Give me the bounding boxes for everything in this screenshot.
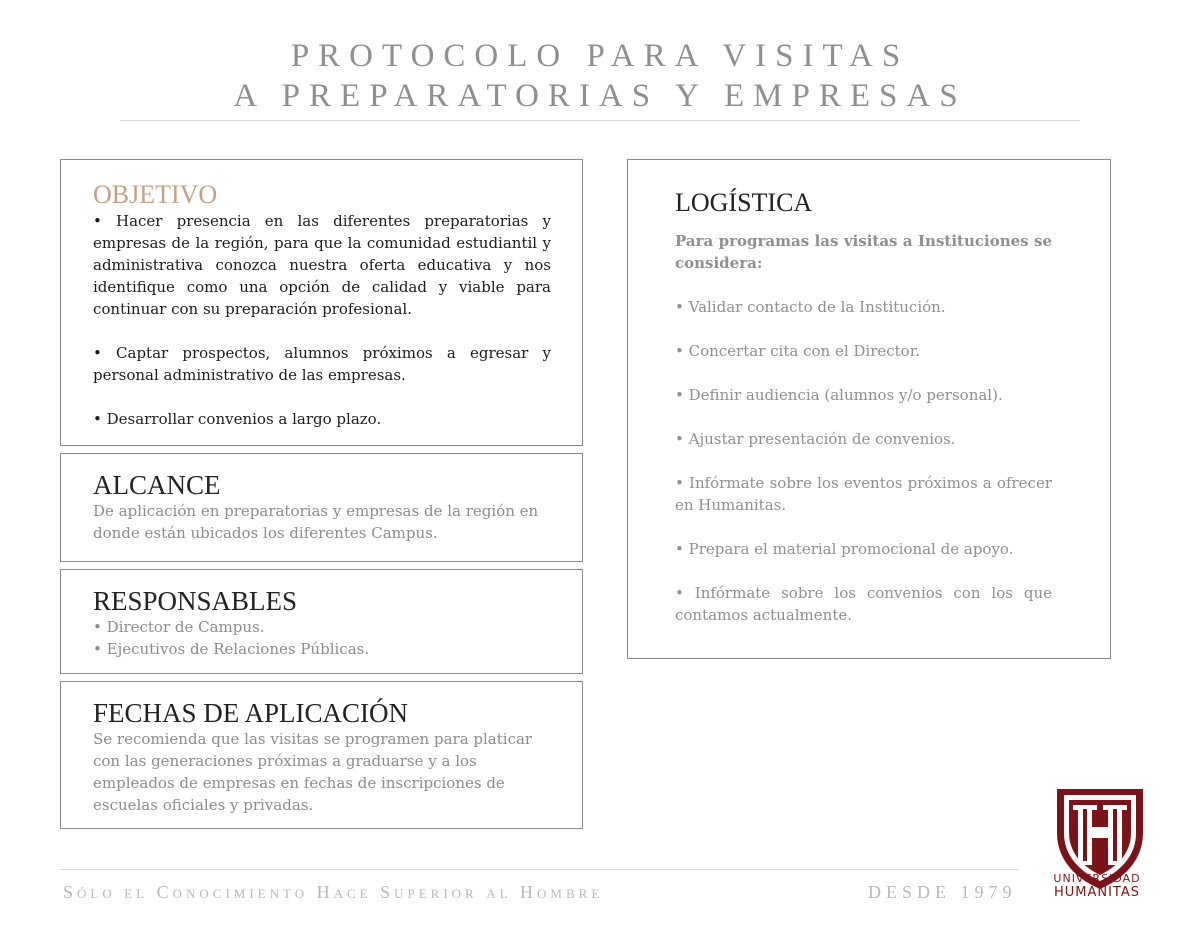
logo-text-humanitas: HUMANITAS: [1053, 885, 1141, 900]
logistica-item: • Infórmate sobre los convenios con los que contamos actualmente.: [675, 584, 1052, 624]
title-line-1: PROTOCOLO PARA VISITAS: [290, 38, 910, 74]
alcance-section: [60, 453, 583, 562]
fechas-section: [60, 681, 583, 829]
logistica-item: • Infórmate sobre los eventos próximos a ofrecer en Humanitas.: [675, 474, 1052, 514]
logistica-item: • Validar contacto de la Institución.: [675, 298, 946, 316]
objetivo-section: [60, 159, 583, 446]
fechas-text: Se recomienda que las visitas se programen para platicar con las generaciones próximas a graduarse y a los empleados de empresas en fechas de inscripciones de escuelas oficiales y privadas.: [93, 730, 533, 814]
title-divider: [120, 120, 1080, 121]
logistica-section: [627, 159, 1111, 659]
logistica-heading: LOGÍSTICA: [675, 188, 813, 217]
page-title: [0, 36, 1200, 116]
responsables-heading: RESPONSABLES: [93, 586, 298, 616]
footer-motto: Sólo el Conocimiento Hace Superior al Hombre: [63, 882, 604, 902]
alcance-text: De aplicación en preparatorias y empresas de la región en donde están ubicados los diferentes Campus.: [93, 502, 539, 542]
responsables-item-1: • Director de Campus.: [93, 618, 265, 636]
footer-divider: [60, 869, 1018, 870]
logistica-item: • Prepara el material promocional de apoyo.: [675, 540, 1014, 558]
objetivo-item-3: • Desarrollar convenios a largo plazo.: [93, 410, 382, 428]
responsables-section: [60, 569, 583, 674]
objetivo-item-1: • Hacer presencia en las diferentes preparatorias y empresas de la región, para que la comunidad estudiantil y administrativa conozca nuestra oferta educativa y nos identifique como una opción de calidad y viable para continuar con su preparación profesional.: [93, 212, 551, 318]
logistica-item: • Definir audiencia (alumnos y/o personal).: [675, 386, 1003, 404]
objetivo-heading: OBJETIVO: [93, 180, 218, 209]
footer-since: DESDE 1979: [868, 882, 1017, 902]
objetivo-item-2: • Captar prospectos, alumnos próximos a egresar y personal administrativo de las empresas.: [93, 344, 551, 384]
logistica-item: • Ajustar presentación de convenios.: [675, 430, 956, 448]
logo-text-universidad: UNIVERSIDAD: [1053, 872, 1141, 885]
title-line-2: A PREPARATORIAS Y EMPRESAS: [233, 78, 967, 114]
logistica-item: • Concertar cita con el Director.: [675, 342, 921, 360]
responsables-item-2: • Ejecutivos de Relaciones Públicas.: [93, 640, 370, 658]
logistica-intro: Para programas las visitas a Instituciones se considera:: [675, 232, 1052, 272]
alcance-heading: ALCANCE: [93, 470, 221, 500]
fechas-heading: FECHAS DE APLICACIÓN: [93, 698, 409, 728]
